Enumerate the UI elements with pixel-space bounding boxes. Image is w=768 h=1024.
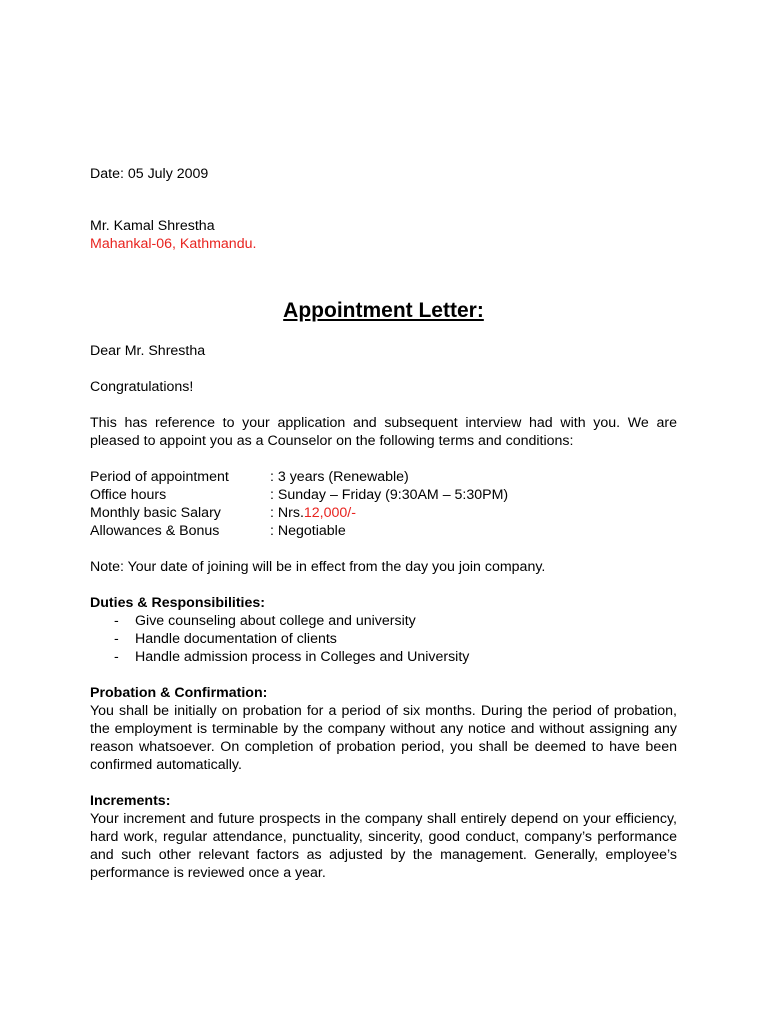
- bullet-dash: -: [114, 631, 119, 647]
- list-item: [90, 630, 677, 648]
- salary-amount: 12,000/-: [303, 505, 356, 521]
- term-row: [90, 486, 677, 504]
- probation-paragraph: You shall be initially on probation for a period of six months. During the period of probation, the employment is terminable by the company without any notice and without assigning any reason whatsoever. On completion of probation period, you shall be deemed to have been confirmed automatically.: [90, 703, 677, 773]
- bullet-dash: -: [114, 649, 119, 665]
- term-label: Office hours: [90, 487, 167, 503]
- salary-currency: : Nrs.: [270, 505, 304, 521]
- list-item: [90, 648, 677, 666]
- congratulations-line: Congratulations!: [90, 379, 194, 395]
- terms-list: [90, 468, 677, 540]
- joining-note: Note: Your date of joining will be in effect from the day you join company.: [90, 559, 546, 575]
- duties-list: [90, 612, 677, 666]
- probation-heading: Probation & Confirmation:: [90, 685, 268, 701]
- term-value: : Sunday – Friday (9:30AM – 5:30PM): [270, 487, 509, 503]
- term-value: [270, 504, 356, 522]
- increments-paragraph: Your increment and future prospects in the company shall entirely depend on your efficiency, hard work, regular attendance, punctuality, sincerity, good conduct, company’s performance and such other relevant factors as adjusted by the management. Generally, employee’s performance is reviewed once a year.: [90, 811, 677, 881]
- term-row: [90, 468, 677, 486]
- duties-heading: Duties & Responsibilities:: [90, 595, 266, 611]
- duty-text: Handle documentation of clients: [135, 631, 337, 647]
- duty-text: Give counseling about college and university: [135, 613, 416, 629]
- date-line: Date: 05 July 2009: [90, 166, 209, 182]
- term-row: [90, 522, 677, 540]
- recipient-address: Mahankal-06, Kathmandu.: [90, 236, 257, 252]
- term-label: Monthly basic Salary: [90, 505, 221, 521]
- letter-title-text: Appointment Letter:: [283, 299, 484, 322]
- intro-paragraph: This has reference to your application and subsequent interview had with you. We are pleased to appoint you as a Counselor on the following terms and conditions:: [90, 415, 677, 449]
- bullet-dash: -: [114, 613, 119, 629]
- duty-text: Handle admission process in Colleges and University: [135, 649, 470, 665]
- letter-page: [90, 165, 677, 882]
- letter-title: [90, 298, 677, 324]
- list-item: [90, 612, 677, 630]
- recipient-name: Mr. Kamal Shrestha: [90, 218, 215, 234]
- term-value: : Negotiable: [270, 523, 346, 539]
- term-label: Allowances & Bonus: [90, 523, 220, 539]
- increments-heading: Increments:: [90, 793, 171, 809]
- term-value: : 3 years (Renewable): [270, 469, 409, 485]
- term-label: Period of appointment: [90, 469, 229, 485]
- term-row: [90, 504, 677, 522]
- salutation: Dear Mr. Shrestha: [90, 343, 206, 359]
